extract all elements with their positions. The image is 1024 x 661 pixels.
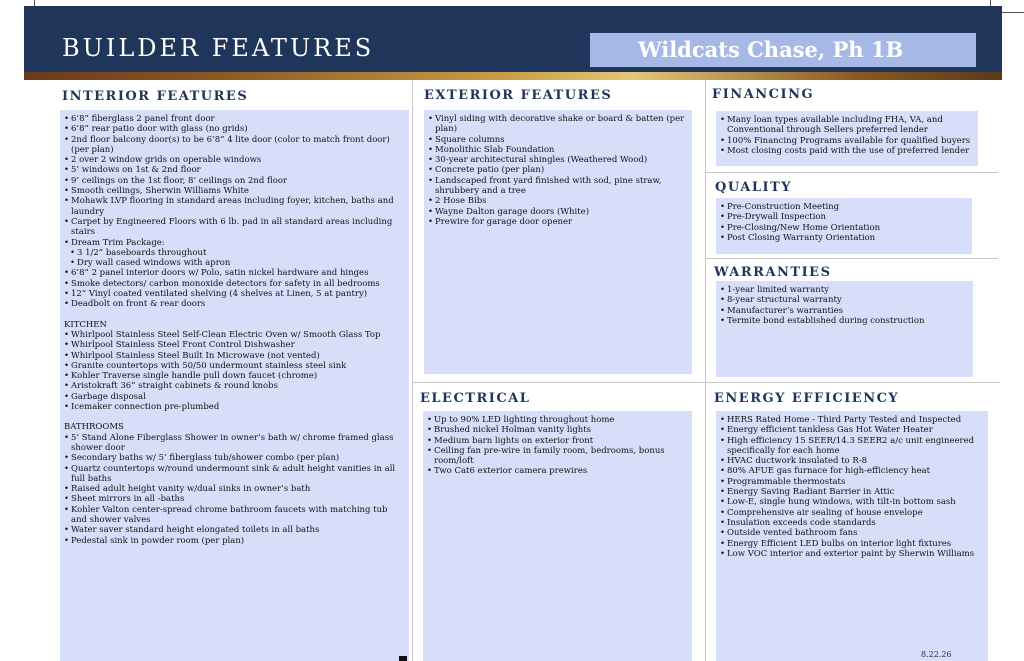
page-marker	[399, 656, 407, 661]
list-item: • Concrete patio (per plan)	[428, 165, 688, 175]
list-item: • Mohawk LVP flooring in standard areas including foyer, kitchen, baths and laundry	[64, 196, 405, 217]
crop-mark-right-h	[1002, 12, 1024, 13]
list-item: • 100% Financing Programs available for qualified buyers	[720, 136, 974, 146]
interior-features-title: INTERIOR FEATURES	[62, 89, 249, 104]
list-item: • Two Cat6 exterior camera prewires	[427, 466, 688, 476]
list-item: • Quartz countertops w/round undermount sink & adult height vanities in all full baths	[64, 464, 405, 485]
page-title: BUILDER FEATURES	[62, 34, 375, 62]
list-item: • Pre-Closing/New Home Orientation	[720, 223, 968, 233]
list-item: • Many loan types available including FHA, VA, and Conventional through Sellers preferred lender	[720, 115, 974, 136]
list-item: • Post Closing Warranty Orientation	[720, 233, 968, 243]
row-divider-quality	[705, 172, 998, 173]
list-item: • Whirlpool Stainless Steel Built In Microwave (not vented)	[64, 351, 405, 361]
financing-panel	[716, 111, 978, 166]
list-item: • Vinyl siding with decorative shake or board & batten (per plan)	[428, 114, 688, 135]
list-item: • Comprehensive air sealing of house envelope	[720, 508, 984, 518]
list-item: • 6’8” rear patio door with glass (no grids)	[64, 124, 405, 134]
list-item: • Whirlpool Stainless Steel Front Control Dishwasher	[64, 340, 405, 350]
energy-efficiency-panel	[716, 411, 988, 661]
list-item: • Raised adult height vanity w/dual sinks in owner’s bath	[64, 484, 405, 494]
exterior-features-panel	[424, 110, 692, 374]
list-item: • Brushed nickel Holman vanity lights	[427, 425, 688, 435]
list-item: • Energy Saving Radiant Barrier in Attic	[720, 487, 984, 497]
list-item: • HERS Rated Home - Third Party Tested and Inspected	[720, 415, 984, 425]
financing-list	[720, 115, 974, 156]
list-item: • Garbage disposal	[64, 392, 405, 402]
column-divider-2	[705, 80, 706, 661]
list-item: • 2nd floor balcony door(s) to be 6’8” 4 lite door (color to match front door) (per plan)	[64, 135, 405, 156]
list-item: • Whirlpool Stainless Steel Self-Clean Electric Oven w/ Smooth Glass Top	[64, 330, 405, 340]
list-item: • Pre-Construction Meeting	[720, 202, 968, 212]
warranties-title: WARRANTIES	[714, 265, 832, 280]
list-item: • Up to 90% LED lighting throughout home	[427, 415, 688, 425]
list-item: • 2 Hose Bibs	[428, 196, 688, 206]
exterior-features-title: EXTERIOR FEATURES	[424, 88, 613, 103]
list-item: • Granite countertops with 50/50 undermount stainless steel sink	[64, 361, 405, 371]
list-item: • 5’ windows on 1st & 2nd floor	[64, 165, 405, 175]
list-item: • Manufacturer’s warranties	[720, 306, 969, 316]
list-item: • Programmable thermostats	[720, 477, 984, 487]
quality-panel	[716, 198, 972, 254]
list-item: • 5’ Stand Alone Fiberglass Shower in owner’s bath w/ chrome framed glass shower door	[64, 433, 405, 454]
quality-list	[720, 202, 968, 243]
list-item: • 9’ ceilings on the 1st floor, 8’ ceilings on 2nd floor	[64, 176, 405, 186]
quality-title: QUALITY	[715, 180, 793, 195]
financing-title: FINANCING	[712, 87, 815, 102]
list-item: • Pre-Drywall Inspection	[720, 212, 968, 222]
column-divider-1	[412, 80, 413, 661]
list-item: • Landscaped front yard finished with sod, pine straw, shrubbery and a tree	[428, 176, 688, 197]
list-item: • Most closing costs paid with the use of preferred lender	[720, 146, 974, 156]
list-item: • Kohler Valton center-spread chrome bathroom faucets with matching tub and shower valves	[64, 505, 405, 526]
list-item: • Kohler Traverse single handle pull down faucet (chrome)	[64, 371, 405, 381]
electrical-list	[427, 415, 688, 477]
list-item: • Sheet mirrors in all -baths	[64, 494, 405, 504]
electrical-panel	[423, 411, 692, 661]
list-item: • Wayne Dalton garage doors (White)	[428, 207, 688, 217]
list-item: • Dream Trim Package:	[64, 238, 405, 248]
list-item: • Medium barn lights on exterior front	[427, 436, 688, 446]
list-item: • Smoke detectors/ carbon monoxide detectors for safety in all bedrooms	[64, 279, 405, 289]
list-item: • 80% AFUE gas furnace for high-efficiency heat	[720, 466, 984, 476]
list-item: • Carpet by Engineered Floors with 6 lb. pad in all standard areas including stairs	[64, 217, 405, 238]
warranties-panel	[716, 281, 973, 377]
list-item: • Deadbolt on front & rear doors	[64, 299, 405, 309]
subsection-heading: BATHROOMS	[64, 422, 124, 433]
list-item: • Pedestal sink in powder room (per plan)	[64, 536, 405, 546]
interior-features-panel	[60, 110, 409, 661]
list-item: • 30-year architectural shingles (Weathered Wood)	[428, 155, 688, 165]
list-item: • 6’8” fiberglass 2 panel front door	[64, 114, 405, 124]
warranties-list	[720, 285, 969, 326]
list-item: • Energy efficient tankless Gas Hot Water Heater	[720, 425, 984, 435]
list-item: • Insulation exceeds code standards	[720, 518, 984, 528]
energy-efficiency-title: ENERGY EFFICIENCY	[714, 391, 900, 406]
list-item: • Low VOC interior and exterior paint by Sherwin Williams	[720, 549, 984, 559]
row-divider-warranties	[705, 258, 998, 259]
list-item: • 2 over 2 window grids on operable windows	[64, 155, 405, 165]
list-item: • Secondary baths w/ 5’ fiberglass tub/shower combo (per plan)	[64, 453, 405, 463]
list-item: • Energy Efficient LED bulbs on interior light fixtures	[720, 539, 984, 549]
revision-date: 8.22.26	[913, 648, 973, 661]
list-item: • Monolithic Slab Foundation	[428, 145, 688, 155]
list-item: • Water saver standard height elongated toilets in all baths	[64, 525, 405, 535]
subsection-heading: KITCHEN	[64, 319, 107, 330]
list-item: • 8-year structural warranty	[720, 295, 969, 305]
header-banner	[24, 6, 1002, 72]
list-item: • Dry wall cased windows with apron	[64, 258, 405, 268]
list-item: • Outside vented bathroom fans	[720, 528, 984, 538]
interior-features-list	[64, 114, 405, 546]
community-name: Wildcats Chase, Ph 1B	[590, 33, 976, 67]
list-item: • High efficiency 15 SEER/14.3 SEER2 a/c unit engineered specifically for each home	[720, 436, 984, 457]
list-item: • Low-E, single hung windows, with tilt-in bottom sash	[720, 497, 984, 507]
list-item: • 12” Vinyl coated ventilated shelving (4 shelves at Linen, 5 at pantry)	[64, 289, 405, 299]
list-item: • Prewire for garage door opener	[428, 217, 688, 227]
list-item: • Aristokraft 36” straight cabinets & round knobs	[64, 381, 405, 391]
list-item: • 3 1/2” baseboards throughout	[64, 248, 405, 258]
list-item: • 6’8” 2 panel interior doors w/ Polo, satin nickel hardware and hinges	[64, 268, 405, 278]
energy-efficiency-list	[720, 415, 984, 559]
exterior-features-list	[428, 114, 688, 227]
list-item: • 1-year limited warranty	[720, 285, 969, 295]
list-item: • Square columns	[428, 135, 688, 145]
electrical-title: ELECTRICAL	[420, 391, 531, 406]
list-item: • Icemaker connection pre-plumbed	[64, 402, 405, 412]
row-divider-middle	[412, 382, 1000, 383]
list-item: • HVAC ductwork insulated to R-8	[720, 456, 984, 466]
list-item: • Smooth ceilings, Sherwin Williams White	[64, 186, 405, 196]
list-item: • Termite bond established during construction	[720, 316, 969, 326]
gold-divider-bar	[24, 72, 1002, 80]
list-item: • Ceiling fan pre-wire in family room, bedrooms, bonus room/loft	[427, 446, 688, 467]
